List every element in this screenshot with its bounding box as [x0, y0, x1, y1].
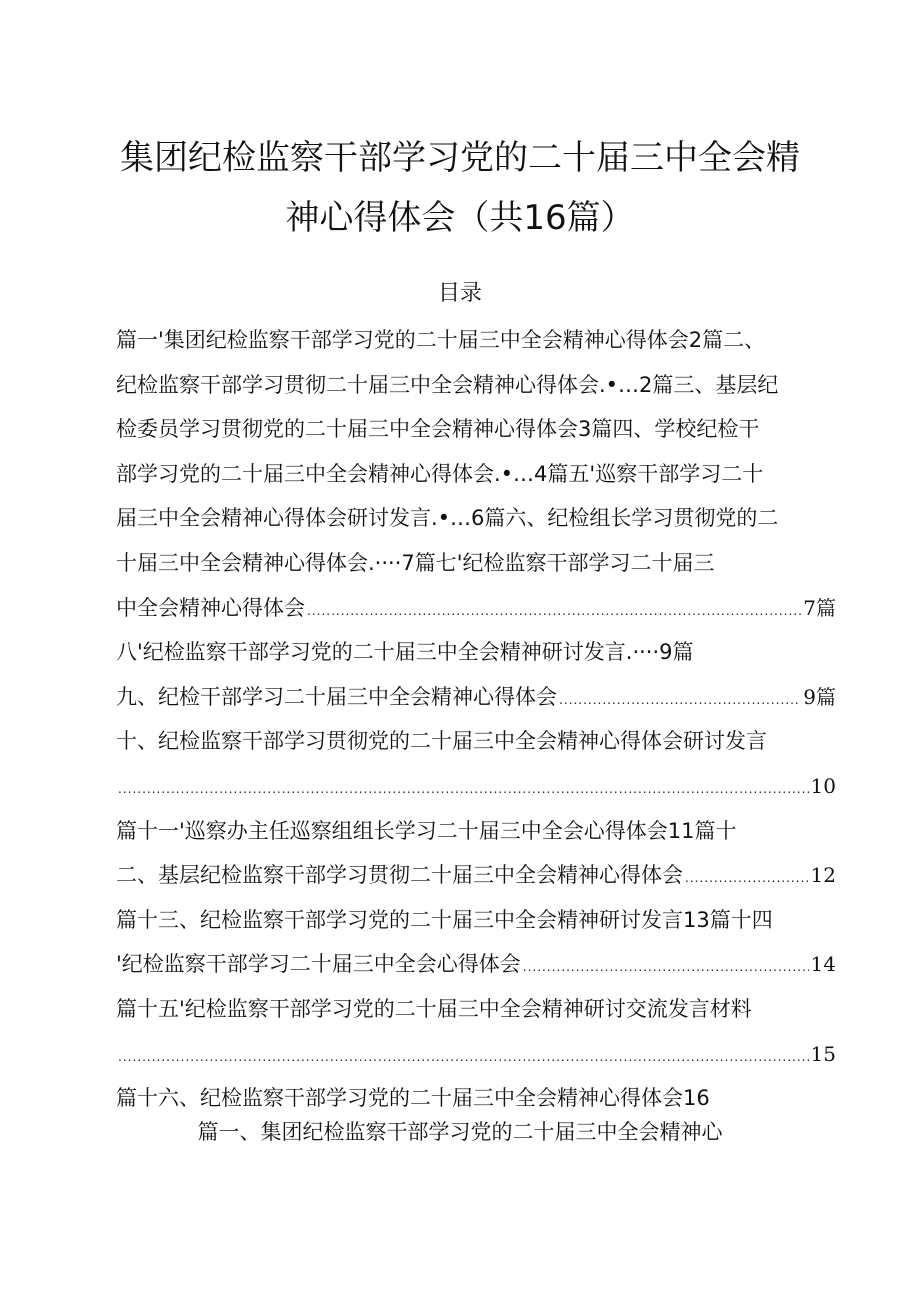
toc-line-text: 届三中全会精神心得体会研讨发言.•…6篇六、纪检组长学习贯彻党的二	[116, 506, 779, 531]
toc-line-text: 篇十一'巡察办主任巡察组组长学习二十届三中全会心得体会11篇十	[116, 818, 737, 843]
toc-page-number: 7篇	[803, 595, 836, 620]
toc-leader-dots	[685, 856, 809, 898]
toc-line[interactable]	[116, 1076, 836, 1121]
toc-line-text: 中全会精神心得体会	[116, 595, 305, 620]
toc-line-text: 篇一'集团纪检监察干部学习党的二十届三中全会精神心得体会2篇二、	[116, 328, 766, 352]
toc-page-number: 12	[810, 863, 836, 888]
toc-line[interactable]	[116, 496, 836, 541]
toc-line-text: '纪检监察干部学习二十届三中全会心得体会	[116, 952, 521, 977]
toc-line[interactable]	[116, 898, 836, 943]
toc-line[interactable]	[116, 809, 836, 854]
toc-line[interactable]	[116, 987, 836, 1032]
toc-page-number: 14	[810, 952, 836, 977]
toc-line-text: 八'纪检监察干部学习党的二十届三中全会精神研讨发言.····9篇	[116, 640, 694, 665]
toc-leader-dots	[523, 945, 809, 987]
toc-leader-dots	[118, 767, 809, 809]
section-heading: 篇一、集团纪检监察干部学习党的二十届三中全会精神心	[197, 1120, 723, 1144]
toc-line[interactable]	[116, 318, 836, 363]
toc-line[interactable]	[116, 363, 836, 408]
toc-line-text: 部学习党的二十届三中全会精神心得体会.•…4篇五'巡察干部学习二十	[116, 461, 764, 486]
document-title-line-1: 集团纪检监察干部学习党的二十届三中全会精	[120, 138, 800, 178]
toc-leader-dots	[559, 678, 801, 720]
table-of-contents	[116, 318, 836, 1121]
toc-line[interactable]	[116, 675, 836, 720]
document-title-line-2: 神心得体会（共16篇）	[285, 198, 635, 238]
toc-line-text: 篇十五'纪检监察干部学习党的二十届三中全会精神研讨交流发言材料	[116, 996, 752, 1021]
toc-leader-dots	[118, 1035, 809, 1077]
toc-line-text: 纪检监察干部学习贯彻二十届三中全会精神心得体会.•…2篇三、基层纪	[116, 372, 779, 397]
toc-heading: 目录	[437, 281, 482, 306]
toc-line[interactable]	[116, 407, 836, 452]
toc-line-text: 十、纪检监察干部学习贯彻党的二十届三中全会精神心得体会研讨发言	[116, 729, 767, 754]
toc-line[interactable]	[116, 452, 836, 497]
toc-page-number: 10	[810, 773, 836, 798]
toc-line-text: 二、基层纪检监察干部学习贯彻二十届三中全会精神心得体会	[116, 863, 683, 888]
toc-line-text: 篇十三、纪检监察干部学习党的二十届三中全会精神研讨发言13篇十四	[116, 907, 773, 932]
toc-line-text: 十届三中全会精神心得体会.····7篇七'纪检监察干部学习二十届三	[116, 550, 715, 575]
toc-line[interactable]	[116, 764, 836, 809]
toc-page-number: 9篇	[803, 684, 836, 709]
toc-line-text: 检委员学习贯彻党的二十届三中全会精神心得体会3篇四、学校纪检干	[116, 417, 760, 442]
toc-line-text: 九、纪检干部学习二十届三中全会精神心得体会	[116, 684, 557, 709]
toc-page-number: 15	[810, 1041, 836, 1066]
toc-line[interactable]	[116, 586, 836, 631]
toc-line[interactable]	[116, 541, 836, 586]
toc-line[interactable]	[116, 942, 836, 987]
toc-line-text: 篇十六、纪检监察干部学习党的二十届三中全会精神心得体会16	[116, 1086, 710, 1111]
toc-line[interactable]	[116, 1032, 836, 1077]
toc-line[interactable]	[116, 630, 836, 675]
toc-leader-dots	[307, 589, 801, 631]
toc-line[interactable]	[116, 853, 836, 898]
toc-line[interactable]	[116, 719, 836, 764]
